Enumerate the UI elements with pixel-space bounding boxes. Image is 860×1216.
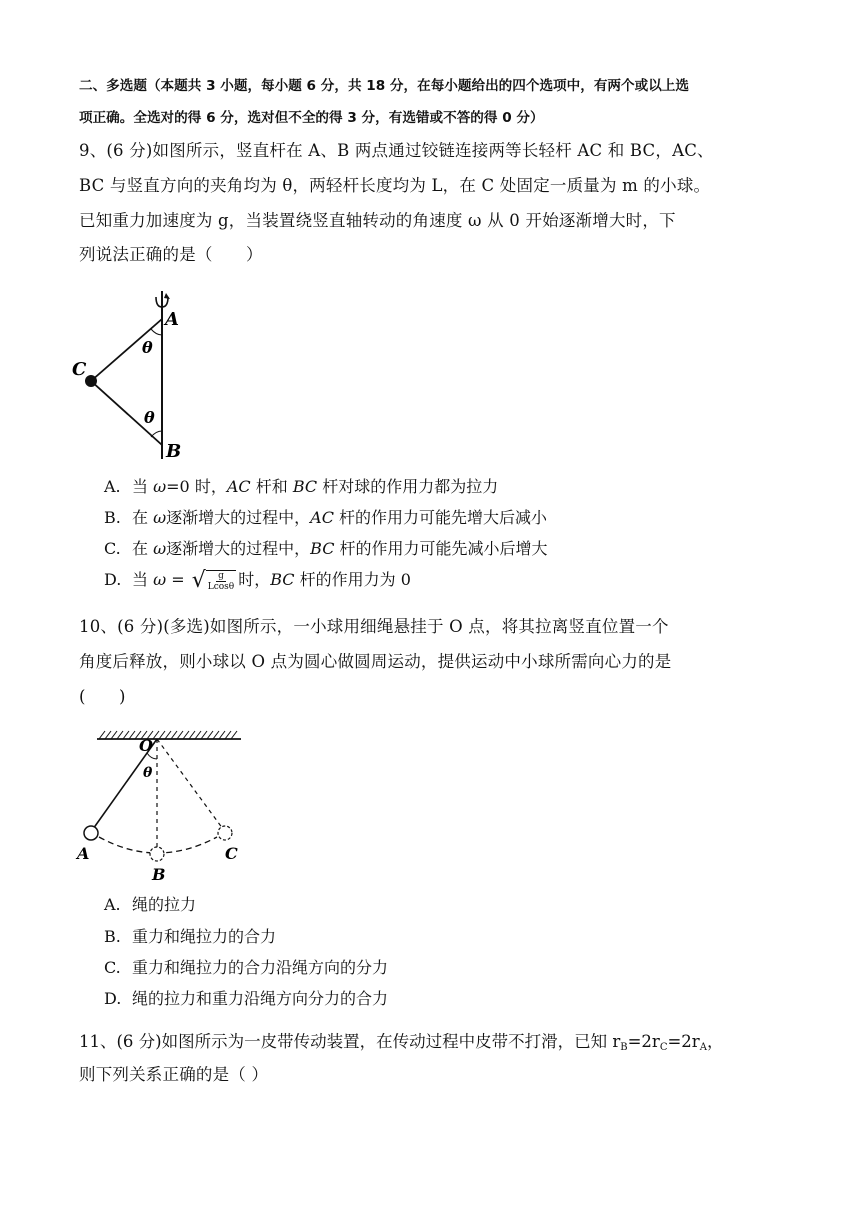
q9-figure-theta-top: θ — [142, 338, 153, 357]
q10-option-b[interactable]: B. 重力和绳拉力的合力 — [104, 927, 277, 946]
q9-option-b[interactable]: B. 在 ω逐渐增大的过程中，AC 杆的作用力可能先增大后减小 — [104, 508, 548, 527]
section-header-line1: 二、多选题（本题共 3 小题，每小题 6 分，共 18 分，在每小题给出的四个选项中，有两个或以上选 — [79, 78, 689, 94]
q9-figure-label-b: B — [166, 441, 182, 462]
q10-option-d[interactable]: D. 绳的拉力和重力沿绳方向分力的合力 — [104, 989, 389, 1008]
q10-text-line2: 角度后释放，则小球以 O 点为圆心做圆周运动，提供运动中小球所需向心力的是 — [79, 652, 672, 671]
q10-figure-pendulum-diagram — [75, 725, 250, 885]
q11-text-line2: 则下列关系正确的是（ ） — [79, 1065, 269, 1084]
q10-text-line1: 10、(6 分)(多选)如图所示，一小球用细绳悬挂于 O 点，将其拉离竖直位置一个 — [79, 617, 669, 636]
q10-figure-label-o: O — [139, 736, 153, 755]
q9-text-line2: BC 与竖直方向的夹角均为 θ，两轻杆长度均为 L，在 C 处固定一质量为 m 的小球。 — [79, 176, 711, 195]
q9-figure-rod-diagram — [70, 285, 200, 465]
q9-option-c[interactable]: C. 在 ω逐渐增大的过程中，BC 杆的作用力可能先减小后增大 — [104, 539, 548, 558]
q9-figure-label-a: A — [165, 309, 179, 330]
q9-option-a[interactable]: A. 当 ω=0 时，AC 杆和 BC 杆对球的作用力都为拉力 — [104, 477, 499, 496]
section-header-line2: 项正确。全选对的得 6 分，选对但不全的得 3 分，有选错或不答的得 0 分） — [79, 110, 544, 126]
q10-figure-label-b: B — [152, 865, 166, 884]
q10-figure-label-c: C — [225, 844, 238, 863]
sqrt-expression: √ $\frac{g}{Lcos\theta}$ — [191, 567, 235, 593]
q9-text-line1: 9、(6 分)如图所示，竖直杆在 A、B 两点通过铰链连接两等长轻杆 AC 和 BC，AC、 — [79, 141, 714, 160]
q10-figure-theta: θ — [143, 765, 153, 781]
q9-figure-theta-bottom: θ — [144, 408, 155, 427]
q9-text-line4: 列说法正确的是（ ） — [79, 245, 263, 264]
q9-option-d[interactable]: D. 当 ω = √ $\frac{g}{Lcos\theta}$ 时，BC 杆的作用力为 0 — [104, 567, 411, 593]
q10-figure-label-a: A — [77, 844, 90, 863]
q10-text-line3: ( ) — [79, 687, 126, 706]
q9-figure-label-c: C — [72, 359, 87, 380]
q10-option-a[interactable]: A. 绳的拉力 — [104, 895, 197, 914]
q9-text-line3: 已知重力加速度为 g，当装置绕竖直轴转动的角速度 ω 从 0 开始逐渐增大时，下 — [79, 211, 676, 230]
q10-option-c[interactable]: C. 重力和绳拉力的合力沿绳方向的分力 — [104, 958, 389, 977]
q11-text-line1: 11、(6 分)如图所示为一皮带传动装置，在传动过程中皮带不打滑，已知 $r_B=2r_C=2r_A$， — [79, 1032, 724, 1053]
